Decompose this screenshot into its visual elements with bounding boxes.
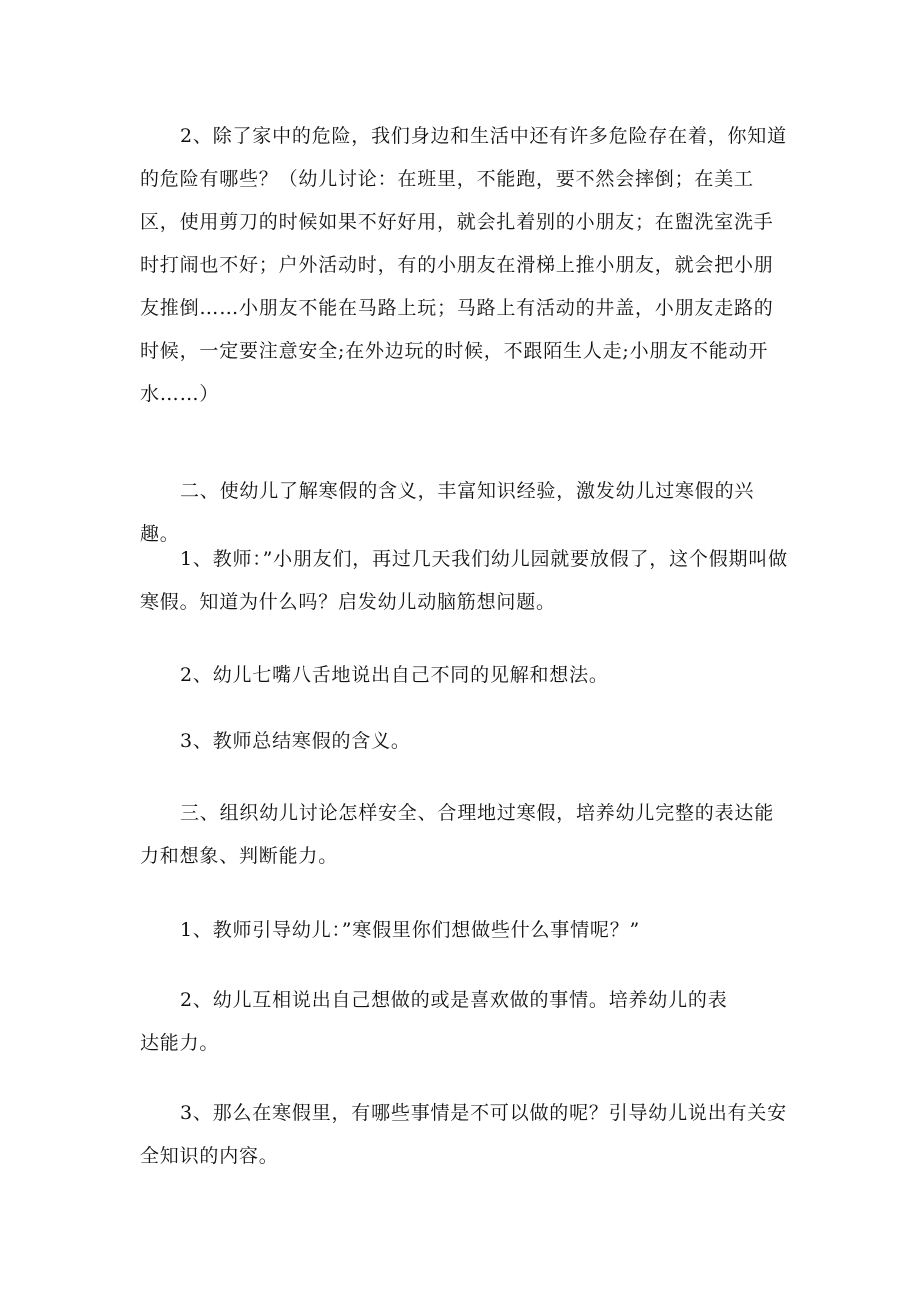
paragraph-children-share: 2、幼儿互相说出自己想做的或是喜欢做的事情。培养幼儿的表 达能力。 bbox=[140, 989, 728, 1054]
paragraph-teacher-intro: 1、教师：”小朋友们，再过几天我们幼儿园就要放假了，这个假期叫做寒假。知道为什么吗？启发幼儿动脑筋想问题。 bbox=[140, 548, 788, 613]
paragraph-children-opinions: 2、幼儿七嘴八舌地说出自己不同的见解和想法。 bbox=[180, 664, 609, 686]
paragraph-danger-discussion: 2、除了家中的危险，我们身边和生活中还有许多危险存在着，你知道的危险有哪些？（幼儿讨论：在班里，不能跑，要不然会摔倒；在美工区，使用剪刀的时候如果不好好用，就会扎着别的小朋友；在盥洗室洗手时打闹也不好；户外活动时，有的小朋友在滑梯上推小朋友，就会把小朋友推倒……小朋友不能在马路上玩；马路上有活动的井盖，小朋友走路的时候，一定要注意安全;在外边玩的时候，不跟陌生人走;小朋友不能动开水……） bbox=[140, 125, 787, 405]
paragraph-safety-knowledge: 3、那么在寒假里，有哪些事情是不可以做的呢？引导幼儿说出有关安全知识的内容。 bbox=[140, 1102, 787, 1167]
paragraph-teacher-summary: 3、教师总结寒假的含义。 bbox=[180, 730, 411, 752]
section-heading-safe-vacation: 三、组织幼儿讨论怎样安全、合理地过寒假，培养幼儿完整的表达能力和想象、判断能力。 bbox=[140, 802, 775, 867]
paragraph-teacher-question: 1、教师引导幼儿：”寒假里你们想做些什么事情呢？” bbox=[180, 919, 641, 941]
section-heading-winter-vacation-meaning: 二、使幼儿了解寒假的含义，丰富知识经验，激发幼儿过寒假的兴趣。 bbox=[140, 480, 755, 545]
